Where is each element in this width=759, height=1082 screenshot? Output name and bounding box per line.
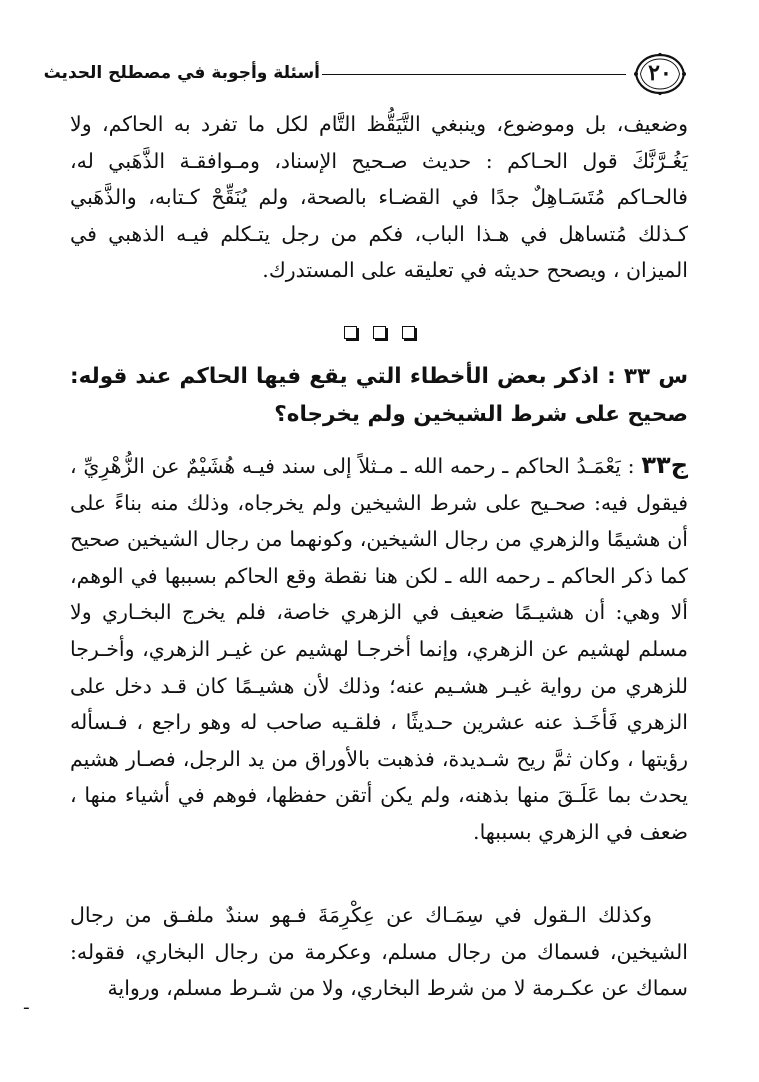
page-number: ٢٠ xyxy=(648,60,672,86)
paragraph-continuation xyxy=(70,106,688,289)
answer-text: : يَعْمَـدُ الحاكم ـ رحمه الله ـ مـثلاً إلى سند فيـه هُشَيْمٌ عن الزُّهْرِيِّ ، فيقول فيه: صحـيح على شرط الشيخين ولم يخرجاه، وذلك منه بناءً على أن هشيمًا والزهري من رجال الشيخين، وكونهما من رجال الشيخين صحيح كما ذكر الحاكم ـ رحمه الله ـ لكن هنا نقطة وقع الحاكم بسببها في الوهم، ألا وهي: أن هشيـمًا ضعيف في الزهري خاصة، فلم يخرج البخـاري ولا مسلم لهشيم عن الزهري، وإنما أخرجـا لهشيم عن غيـر الزهري، وأخـرجا للزهري من رواية غيـر هشـيم عنه؛ وذلك لأن هشيـمًا كان قـد دخل على الزهري فَأخَـذ عنه عشرين حـديثًا ، فلقـيه صاحب له وهو راجع ، فـسأله رؤيتها ، وكان ثمَّ ريح شـديدة، فذهبت بالأوراق من يد الرجل، فصـار هشيم يحدث بما عَلَـقَ منها بذهنه، ولم يكن أتقن حفظها، فوهم في أشياء منها ، ضعف في الزهري بسببها. xyxy=(70,454,688,844)
question-heading xyxy=(70,358,688,434)
paragraph xyxy=(70,897,688,1007)
header-rule xyxy=(322,74,626,75)
paragraph-text: وكذلك الـقول في سِمَـاك عن عِكْرِمَةَ فـهو سندٌ ملفـق من رجال الشيخين، فسماك من رجال مسلم، وعكرمة من رجال البخاري، فقوله: سماك عن عكـرمة لا من شرط البخاري، ولا من شـرط مسلم، ورواية xyxy=(70,903,688,1001)
paragraph-text: وضعيف، بل وموضوع، وينبغي التَّيَقُّظ التَّام لكل ما تفرد به الحاكم، ولا يَغُـرَّنَّكَ قول الحـاكم : حديث صـحيح الإسناد، ومـوافقـة الذَّهَبي له، فالحـاكم مُتَسَـاهِلٌ جدًا في القضـاء بالصحة، ولم يُنَقِّحْ كـتابه، والذَّهَبي كـذلك مُتساهل في هـذا الباب، فكم من رجل يتـكلم فيـه الذهبي في الميزان ، ويصحح حديثه في تعليقه على المستدرك. xyxy=(70,112,688,283)
margin-mark: ـ xyxy=(24,994,29,1013)
square-ornament-icon xyxy=(402,326,415,339)
running-title: أسئلة وأجوبة في مصطلح الحديث xyxy=(43,63,320,83)
section-separator xyxy=(0,322,759,342)
answer-paragraph xyxy=(70,447,688,851)
answer-number: ج٣٣ xyxy=(641,451,688,479)
page-header xyxy=(43,52,688,96)
page-number-ornament xyxy=(632,52,688,96)
square-ornament-icon xyxy=(344,326,357,339)
square-ornament-icon xyxy=(373,326,386,339)
question-text: س ٣٣ : اذكر بعض الأخطاء التي يقع فيها الحاكم عند قوله: صحيح على شرط الشيخين ولم يخرجاه؟ xyxy=(70,364,689,427)
